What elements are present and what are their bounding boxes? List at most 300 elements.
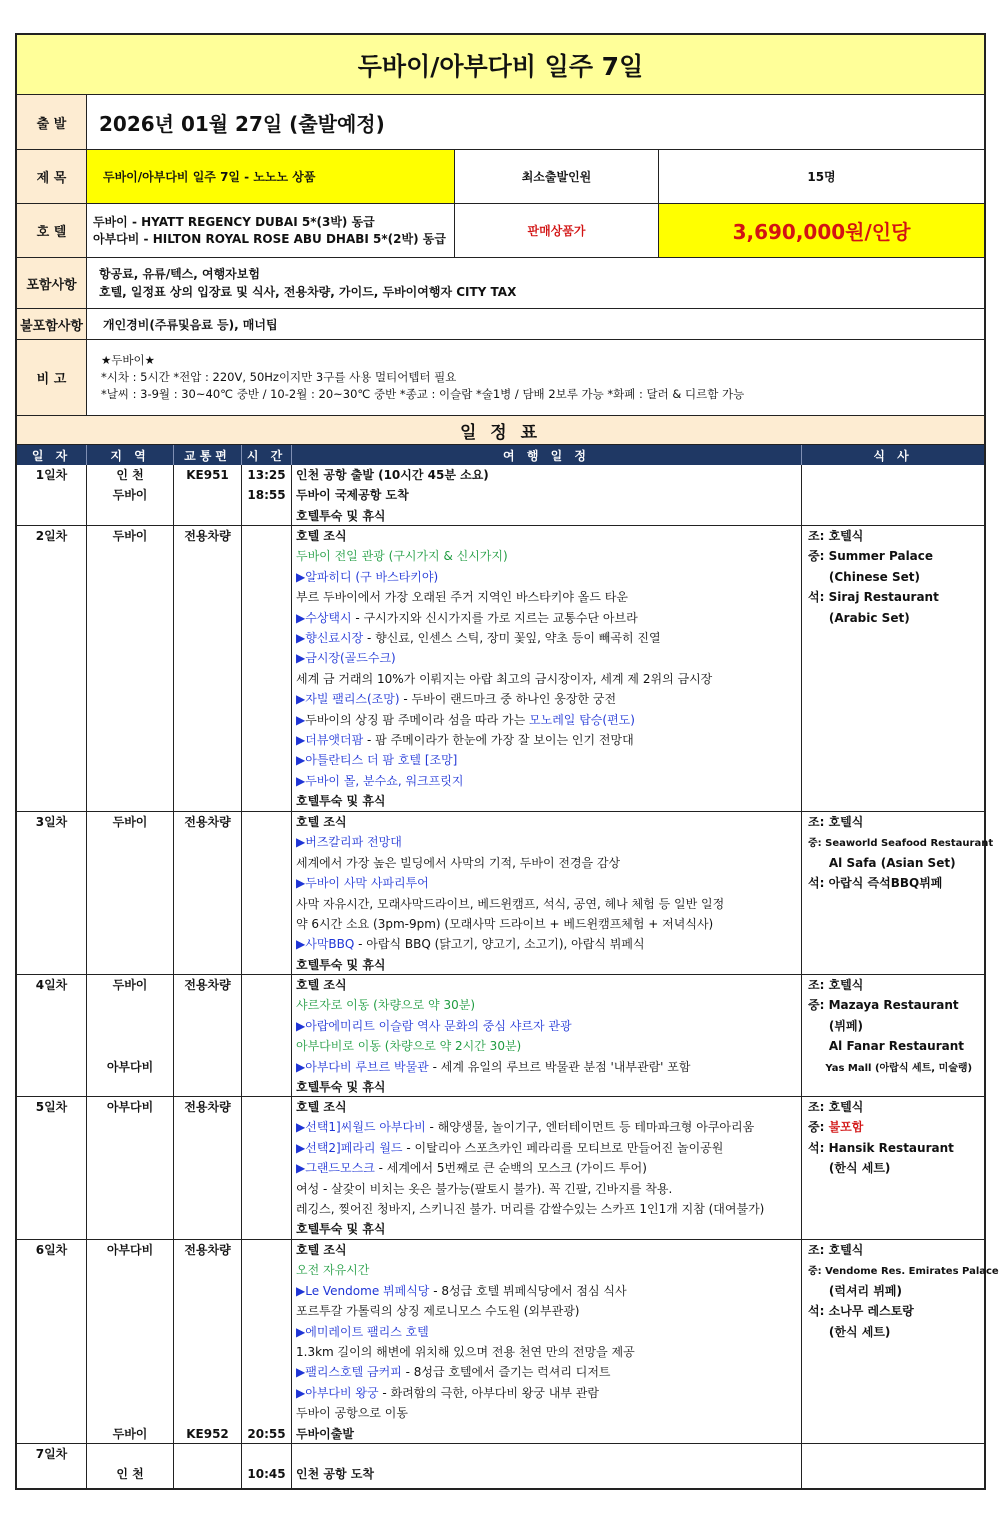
itinerary-line <box>292 791 801 811</box>
schedule-region-text: 아부다비 <box>106 1100 154 1114</box>
meal-line <box>802 873 984 893</box>
schedule-transport-text <box>174 1281 241 1301</box>
itinerary-highlight: ▶수상택시 <box>296 610 352 625</box>
meal-text: Al Safa (Asian Set) <box>808 855 956 870</box>
itinerary-text: 두바이의 상징 팜 주메이라 섬을 따라 가는 <box>305 712 530 727</box>
schedule-region-text <box>87 1281 173 1301</box>
schedule-region-text <box>87 1077 173 1097</box>
schedule-itinerary-cell <box>292 1240 802 1443</box>
schedule-itinerary-cell <box>292 975 802 1096</box>
schedule-region-cell <box>87 812 174 974</box>
schedule-transport-text: KE951 <box>186 468 229 482</box>
itinerary-text: ▶버즈칼리파 전망대 <box>296 835 402 850</box>
schedule-time-text <box>242 1342 291 1362</box>
itinerary-line <box>292 689 801 709</box>
schedule-day-row <box>17 1097 984 1240</box>
schedule-transport-text <box>174 485 241 505</box>
schedule-transport-text <box>174 1403 241 1423</box>
itinerary-line <box>292 1057 801 1077</box>
schedule-region-text <box>87 1383 173 1403</box>
itinerary-text: 호텔투숙 및 휴식 <box>296 794 386 809</box>
itinerary-line <box>292 1138 801 1158</box>
itinerary-line <box>292 1444 801 1464</box>
schedule-region-text: 두바이 <box>112 488 148 503</box>
itinerary-text: 호텔투숙 및 휴식 <box>296 1222 386 1237</box>
itinerary-text: - 아랍식 BBQ (닭고기, 양고기, 소고기), 아랍식 뷔페식 <box>354 937 645 952</box>
price-label: 판매상품가 <box>455 204 659 257</box>
itinerary-text: 레깅스, 찢어진 청바지, 스키니진 불가. 머리를 감쌀수있는 스카프 1인1개 지참 (대여불가) <box>296 1201 765 1216</box>
schedule-body <box>17 465 999 1488</box>
itinerary-highlight: ▶ <box>296 712 306 727</box>
itinerary-text: 두바이출발 <box>296 1426 354 1441</box>
remarks-row <box>17 340 984 416</box>
itinerary-line <box>292 1383 801 1403</box>
price-value: 3,690,000원/인당 <box>659 204 984 257</box>
meal-line <box>802 1057 984 1077</box>
product-name: 두바이/아부다비 일주 7일 - 노노노 상품 <box>87 150 455 203</box>
itinerary-highlight: 모노레일 탑승(편도) <box>529 712 635 727</box>
schedule-transport-text: 전용차량 <box>184 1100 231 1114</box>
departure-label: 출 발 <box>17 95 87 149</box>
schedule-time-cell <box>242 975 292 1096</box>
schedule-time-text: 10:45 <box>247 1467 286 1482</box>
schedule-meal-cell <box>802 975 984 1096</box>
schedule-transport-cell <box>174 1097 242 1239</box>
meal-text: 중: Vendome Res. Emirates Palace <box>808 1266 999 1278</box>
meal-text: 조: 호텔식 <box>808 815 864 829</box>
schedule-day-cell <box>17 975 87 1096</box>
itinerary-line <box>292 567 801 587</box>
itinerary-text: 호텔투숙 및 휴식 <box>296 957 386 972</box>
itinerary-text: 샤르자로 이동 (차량으로 약 30분) <box>296 998 475 1013</box>
schedule-region-text: 두바이 <box>112 529 148 543</box>
schedule-region-text <box>87 1444 173 1464</box>
meal-text: 조: 호텔식 <box>808 1243 864 1257</box>
day-label: 6일차 <box>35 1243 68 1257</box>
itinerary-line <box>292 485 801 505</box>
schedule-itinerary-cell <box>292 465 802 525</box>
schedule-day-row <box>17 465 984 526</box>
itinerary-text: 두바이 전일 관광 (구시가지 & 신시가지) <box>296 549 508 564</box>
schedule-time-text: 18:55 <box>247 488 286 503</box>
itinerary-highlight: ▶선택1]씨월드 아부다비 <box>296 1120 426 1135</box>
itinerary-line <box>292 1362 801 1382</box>
schedule-region-text: 두바이 <box>112 1426 148 1441</box>
itinerary-line <box>292 1281 801 1301</box>
schedule-time-text <box>242 506 291 526</box>
itinerary-line <box>292 975 801 995</box>
itinerary-line <box>292 1158 801 1178</box>
excluded-row <box>17 309 984 340</box>
itinerary-highlight: ▶팰리스호텔 금커피 <box>296 1365 402 1380</box>
itinerary-text: - 8성급 호텔 뷔페식당에서 점심 식사 <box>429 1283 627 1298</box>
meal-line <box>802 526 984 546</box>
schedule-day-cell <box>17 526 87 811</box>
itinerary-text: - 두바이 랜드마크 중 하나인 웅장한 궁전 <box>399 692 617 707</box>
min-departure-value: 15명 <box>807 170 836 184</box>
hotel-row <box>17 204 984 258</box>
schedule-region-text <box>87 1342 173 1362</box>
schedule-region-text: 아부다비 <box>106 1059 154 1074</box>
schedule-region-text: 두바이 <box>112 978 148 992</box>
meal-highlight: 불포함 <box>828 1120 864 1135</box>
meal-text: (한식 세트) <box>808 1324 891 1339</box>
itinerary-text: - 이탈리아 스포츠카인 페라리를 모티브로 만들어진 놀이공원 <box>402 1140 724 1155</box>
meal-text: 석: Hansik Restaurant <box>808 1140 954 1155</box>
schedule-itinerary-cell <box>292 1444 802 1488</box>
schedule-itinerary-cell <box>292 526 802 811</box>
included-line-1: 항공료, 유류/텍스, 여행자보험 <box>99 267 260 281</box>
schedule-meal-cell <box>802 1444 984 1488</box>
itinerary-highlight: ▶아부다비 루브르 박물관 <box>296 1059 429 1074</box>
itinerary-line <box>292 914 801 934</box>
schedule-day-cell <box>17 1444 87 1488</box>
schedule-time-cell <box>242 1097 292 1239</box>
day-label: 1일차 <box>35 468 68 482</box>
itinerary-line <box>292 812 801 832</box>
schedule-meal-cell <box>802 526 984 811</box>
meal-text: 석: 소나무 레스토랑 <box>808 1304 914 1319</box>
schedule-region-text <box>87 1301 173 1321</box>
schedule-meal-cell <box>802 1240 999 1443</box>
day-label: 4일차 <box>35 978 68 992</box>
meal-line <box>802 995 984 1015</box>
itinerary-line <box>292 608 801 628</box>
schedule-transport-text: 전용차량 <box>184 1243 231 1257</box>
remarks-line-3: *날씨 : 3-9월 : 30~40℃ 중반 / 10-2월 : 20~30℃ 중반 *종교 : 이슬람 *술1병 / 담배 2보루 가능 *화폐 : 달러 & 디르함 가능 <box>101 387 745 401</box>
schedule-meal-cell <box>802 465 984 525</box>
itinerary-line <box>292 1322 801 1342</box>
meal-text: 조: 호텔식 <box>808 1100 864 1114</box>
schedule-region-cell <box>87 1097 174 1239</box>
itinerary-text: - 해양생물, 놀이기구, 엔터테이먼트 등 테마파크형 아쿠아리움 <box>425 1120 755 1135</box>
schedule-region-text: 인 천 <box>116 468 144 482</box>
schedule-transport-text <box>174 1342 241 1362</box>
meal-text: 중: Mazaya Restaurant <box>808 998 959 1013</box>
schedule-day-row <box>17 1240 999 1444</box>
meal-line <box>802 1322 984 1342</box>
itinerary-text: 사막 자유시간, 모래사막드라이브, 베드윈캠프, 석식, 공연, 헤나 체험 등 일반 일정 <box>296 896 725 911</box>
itinerary-text: ▶알파히디 (구 바스타키야) <box>296 569 439 584</box>
meal-text: 조: 호텔식 <box>808 978 864 992</box>
itinerary-line <box>292 1179 801 1199</box>
schedule-transport-text: 전용차량 <box>184 815 231 829</box>
meal-text: (뷔페) <box>808 1018 864 1033</box>
itinerary-line <box>292 587 801 607</box>
remarks-info <box>87 340 744 415</box>
itinerary-text: - 향신료, 인센스 스틱, 장미 꽃잎, 약초 등이 빼곡히 진열 <box>363 630 661 645</box>
schedule-transport-text <box>174 1362 241 1382</box>
itinerary-text: - 구시가지와 신시가지를 가로 지르는 교통수단 아브라 <box>351 610 638 625</box>
excluded-label: 불포함사항 <box>17 309 87 339</box>
schedule-time-text <box>242 1444 291 1464</box>
itinerary-text: ▶아랍에미리트 이슬람 역사 문화의 중심 샤르자 관광 <box>296 1018 572 1033</box>
itinerary-text: 호텔투숙 및 휴식 <box>296 1079 386 1094</box>
schedule-transport-text <box>174 1322 241 1342</box>
itinerary-text: 포르투갈 가톨릭의 상징 제로니모스 수도원 (외부관광) <box>296 1304 580 1319</box>
itinerary-line <box>292 628 801 648</box>
itinerary-text: 인천 공항 출발 (10시간 45분 소요) <box>296 468 489 482</box>
meal-line <box>802 1036 984 1056</box>
schedule-day-cell <box>17 1097 87 1239</box>
itinerary-line <box>292 506 801 526</box>
itinerary-text: 호텔투숙 및 휴식 <box>296 508 386 523</box>
itinerary-text: 1.3km 길이의 해변에 위치해 있으며 전용 천연 만의 전망을 제공 <box>296 1344 635 1359</box>
schedule-day-row <box>17 526 984 812</box>
schedule-day-row <box>17 1444 984 1488</box>
itinerary-text: - 팜 주메이라가 한눈에 가장 잘 보이는 인기 전망대 <box>363 732 634 747</box>
schedule-itinerary-cell <box>292 812 802 974</box>
itinerary-line <box>292 1240 801 1260</box>
header-day: 일 자 <box>17 445 87 465</box>
remarks-label: 비 고 <box>17 340 87 415</box>
included-label: 포함사항 <box>17 258 87 308</box>
schedule-time-cell <box>242 1240 292 1443</box>
header-itinerary: 여 행 일 정 <box>292 445 802 465</box>
product-row <box>17 150 984 204</box>
schedule-header <box>17 445 984 465</box>
schedule-time-text <box>242 1281 291 1301</box>
itinerary-text: 호텔 조식 <box>296 1100 347 1114</box>
itinerary-line <box>292 546 801 566</box>
schedule-time-cell <box>242 812 292 974</box>
schedule-day-row <box>17 812 994 975</box>
product-label: 제 목 <box>17 150 87 203</box>
schedule-region-cell <box>87 1444 174 1488</box>
schedule-time-text: 13:25 <box>247 468 286 482</box>
schedule-transport-text <box>174 1383 241 1403</box>
meal-line <box>802 546 984 566</box>
itinerary-text: ▶금시장(골드수크) <box>296 651 396 666</box>
schedule-transport-cell <box>174 526 242 811</box>
min-departure-label: 최소출발인원 <box>455 150 659 203</box>
schedule-region-text <box>87 1260 173 1280</box>
meal-text: (Arabic Set) <box>808 610 910 625</box>
header-transport: 교통편 <box>174 445 242 465</box>
schedule-time-text <box>242 1260 291 1280</box>
itinerary-line <box>292 1260 801 1280</box>
itinerary-line <box>292 1097 801 1117</box>
itinerary-highlight: ▶아부다비 왕궁 <box>296 1385 379 1400</box>
departure-row <box>17 95 984 150</box>
schedule-region-text <box>87 1036 173 1056</box>
schedule-region-text <box>87 995 173 1015</box>
schedule-region-text: 인 천 <box>116 1467 144 1482</box>
itinerary-text: ▶아틀란티스 더 팜 호텔 [조망] <box>296 753 458 768</box>
day-label: 2일차 <box>35 529 68 543</box>
meal-text: 석: Siraj Restaurant <box>808 590 939 605</box>
hotel-info <box>87 204 455 257</box>
itinerary-highlight: ▶Le Vendome 뷔페식당 <box>296 1283 430 1298</box>
itinerary-text: - 세계 유일의 루브르 박물관 분점 '내부관람' 포함 <box>428 1059 691 1074</box>
itinerary-line <box>292 1301 801 1321</box>
meal-text: 조: 호텔식 <box>808 529 864 543</box>
schedule-region-cell <box>87 465 174 525</box>
itinerary-highlight: ▶선택2]페라리 월드 <box>296 1140 403 1155</box>
itinerary-text: 인천 공항 도착 <box>296 1467 374 1482</box>
meal-text: 중: Summer Palace <box>808 549 934 564</box>
schedule-title: 일 정 표 <box>17 416 984 445</box>
itinerary-highlight: ▶사막BBQ <box>296 937 355 952</box>
schedule-day-cell <box>17 812 87 974</box>
schedule-region-text <box>87 1016 173 1036</box>
header-meals: 식 사 <box>873 448 913 463</box>
itinerary-line <box>292 750 801 770</box>
itinerary-line <box>292 465 801 485</box>
itinerary-line <box>292 1424 801 1444</box>
itinerary-text: 호텔 조식 <box>296 978 347 992</box>
day-label: 7일차 <box>35 1447 68 1461</box>
itinerary-text: 세계에서 가장 높은 빌딩에서 사막의 기적, 두바이 전경을 감상 <box>296 855 621 870</box>
itinerary-line <box>292 771 801 791</box>
itinerary-text: 여성 - 살갗이 비치는 옷은 불가능(팔토시 불가). 꼭 긴팔, 긴바지를 착용. <box>296 1181 673 1196</box>
itinerary-text: 아부다비로 이동 (차량으로 약 2시간 30분) <box>296 1039 522 1054</box>
itinerary-line <box>292 1464 801 1484</box>
schedule-region-text <box>87 1322 173 1342</box>
itinerary-document <box>15 33 999 1490</box>
itinerary-text: 부르 두바이에서 가장 오래된 주거 지역인 바스타키야 올드 타운 <box>296 590 628 605</box>
departure-date: 2026년 01월 27일 (출발예정) <box>99 111 385 136</box>
itinerary-line <box>292 853 801 873</box>
remarks-line-1: ★두바이★ <box>101 353 155 367</box>
itinerary-line <box>292 873 801 893</box>
meal-text: (한식 세트) <box>808 1161 891 1176</box>
schedule-meal-cell <box>802 1097 984 1239</box>
itinerary-line <box>292 669 801 689</box>
itinerary-line <box>292 730 801 750</box>
hotel-dubai: 두바이 - HYATT REGENCY DUBAI 5*(3박) 동급 <box>93 214 375 229</box>
meal-line <box>802 1260 999 1280</box>
schedule-region-text <box>87 1362 173 1382</box>
schedule-transport-cell <box>174 812 242 974</box>
schedule-time-text <box>242 1383 291 1403</box>
itinerary-line <box>292 648 801 668</box>
itinerary-text: 호텔 조식 <box>296 815 347 829</box>
meal-line <box>802 975 984 995</box>
meal-text: 중: Seaworld Seafood Restaurant <box>808 838 994 850</box>
itinerary-line <box>292 995 801 1015</box>
schedule-time-cell <box>242 1444 292 1488</box>
schedule-region-text <box>87 506 173 526</box>
meal-line <box>802 1117 984 1137</box>
schedule-region-text: 아부다비 <box>106 1243 154 1257</box>
meal-text: (Chinese Set) <box>808 569 920 584</box>
included-line-2: 호텔, 일정표 상의 입장료 및 식사, 전용차량, 가이드, 두바이여행자 CITY TAX <box>99 285 517 299</box>
meal-line <box>802 853 984 873</box>
schedule-time-cell <box>242 465 292 525</box>
schedule-time-text <box>242 1362 291 1382</box>
meal-text: 석: 아랍식 즉석BBQ뷔페 <box>808 876 943 891</box>
itinerary-text: ▶두바이 몰, 분수쇼, 워크프릿지 <box>296 773 464 788</box>
hotel-label: 호 텔 <box>17 204 87 257</box>
schedule-region-text <box>87 1403 173 1423</box>
hotel-abudhabi: 아부다비 - HILTON ROYAL ROSE ABU DHABI 5*(2박) 동급 <box>93 231 446 246</box>
itinerary-line <box>292 1342 801 1362</box>
schedule-region-text: 두바이 <box>112 815 148 829</box>
itinerary-text: 두바이 국제공항 도착 <box>296 488 409 503</box>
schedule-itinerary-cell <box>292 1097 802 1239</box>
included-row <box>17 258 984 309</box>
schedule-transport-text <box>174 1301 241 1321</box>
schedule-day-cell <box>17 465 87 525</box>
remarks-line-2: *시차 : 5시간 *전압 : 220V, 50Hz이지만 3구를 사용 멀티어텝터 필요 <box>101 370 457 384</box>
itinerary-line <box>292 894 801 914</box>
meal-line <box>802 608 984 628</box>
itinerary-text: ▶두바이 사막 사파리투어 <box>296 876 429 891</box>
schedule-region-cell <box>87 975 174 1096</box>
itinerary-line <box>292 1219 801 1239</box>
schedule-transport-text <box>174 506 241 526</box>
schedule-time-text <box>242 1322 291 1342</box>
schedule-day-row <box>17 975 984 1097</box>
itinerary-text: 호텔 조식 <box>296 1243 347 1257</box>
schedule-transport-text: 전용차량 <box>184 529 231 543</box>
itinerary-line <box>292 1036 801 1056</box>
itinerary-line <box>292 934 801 954</box>
included-info <box>87 258 516 308</box>
itinerary-text: - 8성급 호텔에서 즐기는 럭셔리 디저트 <box>401 1365 611 1380</box>
meal-line <box>802 812 984 832</box>
itinerary-line <box>292 1117 801 1137</box>
itinerary-line <box>292 526 801 546</box>
schedule-day-cell <box>17 1240 87 1443</box>
meal-line <box>802 1138 984 1158</box>
schedule-time-cell <box>242 526 292 811</box>
schedule-transport-text: 전용차량 <box>184 978 231 992</box>
schedule-region-cell <box>87 526 174 811</box>
meal-line <box>802 1281 984 1301</box>
itinerary-line <box>292 1403 801 1423</box>
itinerary-line <box>292 710 801 730</box>
schedule-transport-cell <box>174 1240 242 1443</box>
meal-text: 중: <box>808 1120 829 1135</box>
meal-line <box>802 1097 984 1117</box>
meal-line <box>802 832 994 852</box>
itinerary-text: 세계 금 거래의 10%가 이뤄지는 아랍 최고의 금시장이자, 세계 제 2위의 금시장 <box>296 671 713 686</box>
itinerary-text: 오전 자유시간 <box>296 1263 370 1278</box>
itinerary-highlight: ▶자빌 팰리스(조망) <box>296 692 400 707</box>
itinerary-line <box>292 832 801 852</box>
schedule-transport-cell <box>174 465 242 525</box>
meal-line <box>802 1240 984 1260</box>
schedule-transport-text: KE952 <box>186 1426 229 1441</box>
itinerary-text: - 화려함의 극한, 아부다비 왕궁 내부 관람 <box>378 1385 599 1400</box>
itinerary-text: ▶에미레이트 팰리스 호텔 <box>296 1324 429 1339</box>
meal-line <box>802 1016 984 1036</box>
itinerary-highlight: ▶그랜드모스크 <box>296 1161 375 1176</box>
itinerary-highlight: ▶향신료시장 <box>296 630 364 645</box>
day-label: 3일차 <box>35 815 68 829</box>
schedule-region-cell <box>87 1240 174 1443</box>
day-label: 5일차 <box>35 1100 68 1114</box>
meal-line <box>802 1301 984 1321</box>
schedule-transport-cell <box>174 975 242 1096</box>
meal-text: Yas Mall (아랍식 세트, 미술랭) <box>808 1062 973 1074</box>
itinerary-text: 두바이 공항으로 이동 <box>296 1406 408 1421</box>
schedule-transport-text <box>174 1260 241 1280</box>
header-time: 시 간 <box>242 445 292 465</box>
schedule-time-text <box>242 1301 291 1321</box>
itinerary-text: 약 6시간 소요 (3pm-9pm) (모래사막 드라이브 + 베드윈캠프체험 + 저녁식사) <box>296 916 714 931</box>
itinerary-text: - 세계에서 5번째로 큰 순백의 모스크 (가이드 투어) <box>374 1161 647 1176</box>
schedule-time-text <box>242 1240 291 1260</box>
itinerary-line <box>292 1077 801 1097</box>
meal-text: Al Fanar Restaurant <box>808 1039 964 1054</box>
schedule-meal-cell <box>802 812 994 974</box>
meal-text: (럭셔리 뷔페) <box>808 1283 902 1298</box>
schedule-time-text: 20:55 <box>247 1426 286 1441</box>
itinerary-line <box>292 955 801 975</box>
